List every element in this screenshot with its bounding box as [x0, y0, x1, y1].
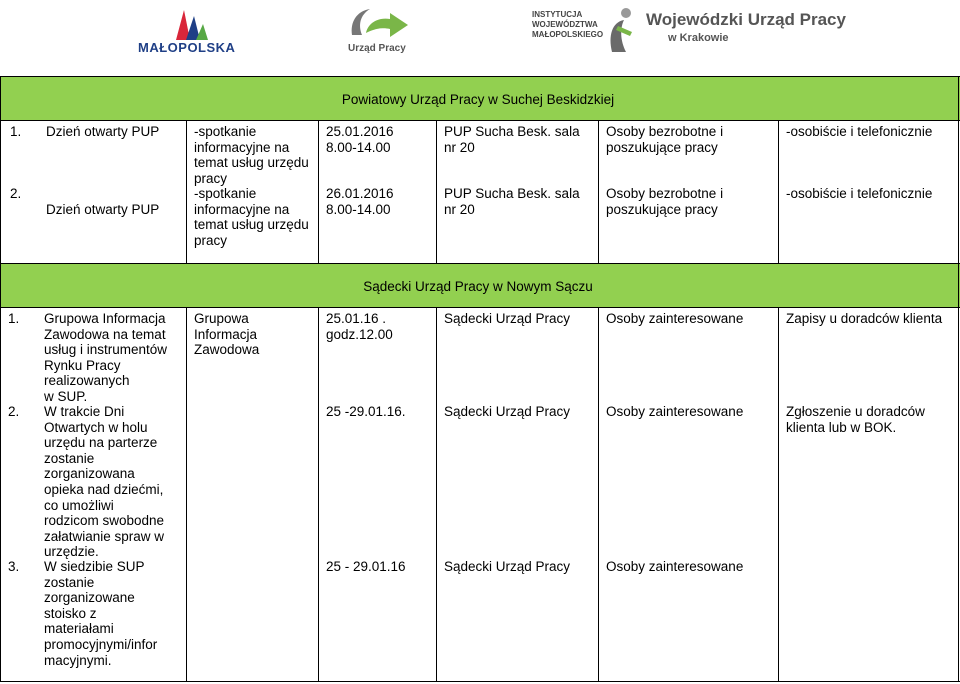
- malopolska-mark-icon: [136, 4, 246, 42]
- s2-item3-text: [44, 559, 157, 668]
- s2-entry2-contact: [786, 404, 925, 435]
- s2-item2-line: załatwianie spraw w: [44, 528, 165, 544]
- s2-entry1-contact: Zapisy u doradców klienta: [786, 311, 943, 326]
- s2-entry2-place: Sądecki Urząd Pracy: [444, 404, 571, 419]
- malopolska-logo: [136, 4, 246, 58]
- s2-entry2-audience: Osoby zainteresowane: [606, 404, 744, 419]
- urzad-pracy-wordmark: Urząd Pracy: [348, 43, 406, 54]
- s2-item3-line: W siedzibie SUP: [44, 559, 145, 574]
- instytucja-line-2: WOJEWÓDZTWA: [532, 20, 598, 29]
- s2-entry1-time-line: godz.12.00: [326, 326, 393, 342]
- s1-row1-number: 1.: [10, 124, 22, 139]
- s1-row1-place-line: nr 20: [444, 139, 475, 155]
- s2-item1-line: usług i instrumentów: [44, 342, 168, 358]
- s2-entry2-contact-line: Zgłoszenie u doradców: [786, 404, 925, 419]
- s1-row2-name: Dzień otwarty PUP: [46, 202, 160, 217]
- instytucja-line-1: INSTYTUCJA: [532, 10, 583, 19]
- instytucja-label: [532, 10, 603, 40]
- s2-entry3-date: 25 - 29.01.16: [326, 559, 406, 574]
- s1-row2-form: [194, 186, 309, 248]
- s2-item1-text: [44, 311, 167, 405]
- s1-row1-form-line: informacyjne na: [194, 139, 290, 155]
- wup-title: Wojewódzki Urząd Pracy: [646, 10, 846, 29]
- s1-row2-contact: -osobiście i telefonicznie: [786, 186, 933, 201]
- s2-entry1-place: Sądecki Urząd Pracy: [444, 311, 571, 326]
- s1-row1-date-line: 25.01.2016: [326, 124, 394, 139]
- section1-title: Powiatowy Urząd Pracy w Suchej Beskidzkiej: [341, 92, 615, 107]
- s2-item3-line: stoisko z: [44, 605, 97, 621]
- s2-item2-line: Otwartych w holu: [44, 419, 148, 435]
- s2-item1-line: Zawodowa na temat: [44, 326, 166, 342]
- s2-item1-line: w SUP.: [44, 388, 88, 404]
- s1-row1-audience: [606, 124, 723, 155]
- s1-row1-form-line: pracy: [194, 170, 228, 186]
- s2-item3-line: zostanie: [44, 574, 95, 590]
- s1-row1-audience-line: poszukujące pracy: [606, 139, 718, 155]
- urzad-pracy-logo: [346, 5, 426, 57]
- s2-form: [194, 311, 259, 358]
- s2-item1-number: 1.: [8, 311, 20, 326]
- s1-row2-form-line: pracy: [194, 232, 228, 248]
- s1-row2-audience-line: Osoby bezrobotne i: [606, 186, 724, 201]
- s2-entry3-place: Sądecki Urząd Pracy: [444, 559, 571, 574]
- wup-figure-icon: [604, 6, 640, 54]
- s1-row1-name: Dzień otwarty PUP: [46, 124, 160, 139]
- s1-row2-time-line: 8.00-14.00: [326, 201, 391, 217]
- s2-item3-line: promocyjnymi/infor: [44, 636, 158, 652]
- s2-item2-line: zostanie: [44, 450, 95, 466]
- s2-entry3-audience: Osoby zainteresowane: [606, 559, 744, 574]
- s2-item2-text: [44, 404, 164, 560]
- s2-entry1-audience: Osoby zainteresowane: [606, 311, 744, 326]
- s2-item1-line: Grupowa Informacja: [44, 311, 166, 326]
- s2-entry1-date-line: 25.01.16 .: [326, 311, 387, 326]
- s2-item2-number: 2.: [8, 404, 20, 419]
- s2-form-line: Grupowa: [194, 311, 249, 326]
- s2-form-line: Zawodowa: [194, 342, 260, 358]
- s1-row1-form-line: temat usług urzędu: [194, 155, 309, 171]
- wup-logo: [532, 6, 852, 56]
- s1-row1-audience-line: Osoby bezrobotne i: [606, 124, 724, 139]
- s1-row2-date: [326, 186, 394, 217]
- urzad-pracy-arrow-icon: [346, 5, 426, 45]
- s2-form-line: Informacja: [194, 326, 258, 342]
- s2-item2-line: opieka nad dziećmi,: [44, 481, 164, 497]
- s2-item3-line: macyjnymi.: [44, 652, 112, 668]
- malopolska-wordmark: MAŁOPOLSKA: [138, 40, 236, 55]
- s2-item3-number: 3.: [8, 559, 20, 574]
- s1-row2-place: [444, 186, 580, 217]
- s1-row2-form-line: temat usług urzędu: [194, 217, 309, 233]
- s1-row2-place-line: PUP Sucha Besk. sala: [444, 186, 580, 201]
- s2-item3-line: materiałami: [44, 621, 114, 637]
- section2-title: Sądecki Urząd Pracy w Nowym Sączu: [363, 279, 593, 294]
- s1-row2-date-line: 26.01.2016: [326, 186, 394, 201]
- s2-entry1-date: [326, 311, 393, 342]
- s2-item2-line: urzędu na parterze: [44, 435, 158, 451]
- s2-entry2-contact-line: klienta lub w BOK.: [786, 419, 897, 435]
- wup-subtitle: w Krakowie: [668, 32, 729, 44]
- s1-row1-contact: -osobiście i telefonicznie: [786, 124, 933, 139]
- s1-row1-form: [194, 124, 309, 186]
- instytucja-line-3: MAŁOPOLSKIEGO: [532, 30, 604, 39]
- s1-row2-audience: [606, 186, 723, 217]
- s2-item1-line: realizowanych: [44, 373, 130, 389]
- s2-item2-line: W trakcie Dni: [44, 404, 125, 419]
- s1-row2-audience-line: poszukujące pracy: [606, 201, 718, 217]
- s1-row2-form-line: informacyjne na: [194, 201, 290, 217]
- s2-entry2-date: 25 -29.01.16.: [326, 404, 406, 419]
- s2-item2-line: urzędzie.: [44, 544, 99, 560]
- s1-row2-number: 2.: [10, 186, 22, 201]
- s2-item2-line: zorganizowana: [44, 466, 135, 482]
- s2-item3-line: zorganizowane: [44, 590, 135, 606]
- s1-row2-form-line: -spotkanie: [194, 186, 257, 201]
- s2-item1-line: Rynku Pracy: [44, 357, 121, 373]
- s1-row1-place-line: PUP Sucha Besk. sala: [444, 124, 580, 139]
- s2-item2-line: rodzicom swobodne: [44, 513, 165, 529]
- s1-row1-date: [326, 124, 394, 155]
- s1-row2-place-line: nr 20: [444, 201, 475, 217]
- s1-row1-time-line: 8.00-14.00: [326, 139, 391, 155]
- s1-row1-form-line: -spotkanie: [194, 124, 257, 139]
- s2-item2-line: co umożliwi: [44, 497, 114, 513]
- s1-row1-place: [444, 124, 580, 155]
